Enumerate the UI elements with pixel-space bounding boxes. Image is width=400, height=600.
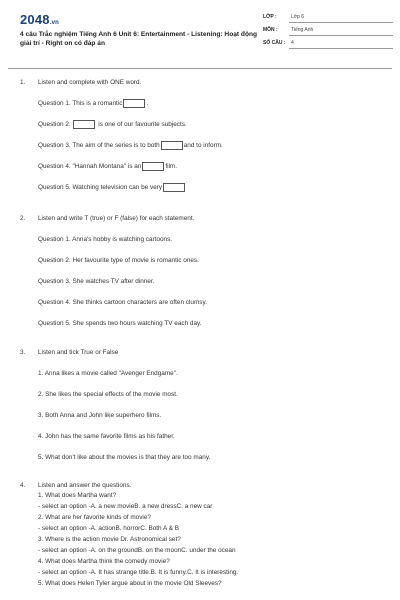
section-number: 4. — [20, 482, 26, 489]
site-logo[interactable] — [20, 12, 59, 27]
meta-underline — [289, 35, 393, 36]
question-text-end: and to inform. — [183, 142, 223, 150]
statement-item: 5. What don't like about the movies is that they are too many. — [38, 454, 211, 461]
statement-item: Question 3. She watches TV after dinner. — [38, 278, 155, 285]
question-line: 3. Where is the action movie Dr. Astronomical set? — [38, 536, 181, 543]
question-text: Question 3. The aim of the series is to both — [38, 142, 160, 150]
section-heading: Listen and complete with ONE word. — [38, 79, 142, 86]
statement-item: Question 2. Her favourite type of movie is romantic ones. — [38, 257, 199, 264]
statement-item: 3. Both Anna and John like superhero films. — [38, 412, 162, 419]
meta-class — [263, 14, 393, 24]
section-number: 3. — [20, 349, 26, 356]
question-text: Question 4. "Hannah Montana" is an — [38, 163, 142, 171]
question-2 — [38, 120, 187, 129]
section-number: 2. — [20, 215, 26, 222]
logo-text: 2048 — [20, 12, 50, 27]
document-title: 4 câu Trắc nghiệm Tiếng Anh 6 Unit 6: Entertainment - Listening: Hoạt động giải trí - Right on có đáp án — [20, 31, 258, 47]
question-5 — [38, 183, 186, 192]
section-heading: Listen and tick True or False — [38, 349, 119, 356]
question-line: 5. What does Helen Tyler argue about in the movie Old Sleeves? — [38, 580, 222, 587]
question-text: Question 1. This is a romantic — [38, 100, 123, 108]
question-3 — [38, 141, 223, 150]
answer-blank[interactable] — [73, 120, 95, 129]
meta-underline — [289, 48, 393, 49]
meta-key: SỐ CÂU : — [263, 40, 286, 46]
statement-item: 2. She likes the special effects of the movie most. — [38, 391, 178, 398]
question-line: 2. What are her favorite kinds of movie? — [38, 514, 151, 521]
meta-value: 4 — [291, 40, 294, 46]
answer-select-line[interactable]: - select an option -A. a new movieB. a new dressC. a new car — [38, 503, 213, 510]
statement-item: Question 5. She spends two hours watching TV each day. — [38, 320, 202, 327]
question-text-end: film. — [165, 163, 178, 171]
document-meta — [263, 14, 393, 53]
statement-item: Question 4. She thinks cartoon characters are often clumsy. — [38, 299, 207, 306]
section-heading: Listen and answer the questions. — [38, 482, 132, 489]
answer-blank[interactable] — [161, 141, 183, 150]
meta-key: LỚP : — [263, 14, 277, 20]
meta-question-count — [263, 40, 393, 50]
question-text-end: is one of our favourite subjects. — [98, 121, 187, 129]
statement-item: 1. Anna likes a movie called "Avenger Endgame". — [38, 370, 178, 377]
statement-item: Question 1. Anna's hobby is watching cartoons. — [38, 236, 173, 243]
question-text: Question 2. — [38, 121, 71, 129]
question-text-end: . — [146, 100, 149, 108]
header-divider — [8, 68, 392, 69]
answer-blank[interactable] — [163, 183, 185, 192]
question-text: Question 5. Watching television can be very — [38, 184, 163, 192]
section-heading: Listen and write T (true) or F (false) for each statement. — [38, 215, 195, 222]
answer-blank[interactable] — [123, 99, 145, 108]
question-4 — [38, 162, 177, 171]
meta-key: MÔN : — [263, 27, 278, 33]
answer-select-line[interactable]: - select an option -A. actionB. horrorC. Both A & B — [38, 525, 180, 532]
question-1 — [38, 99, 148, 108]
meta-value: Lớp 6 — [291, 14, 305, 20]
statement-item: 4. John has the same favorite films as his father. — [38, 433, 175, 440]
answer-select-line[interactable]: - select an option -A. It has strange title.B. It is funny.C. It is interesting. — [38, 569, 239, 576]
question-line: 4. What does Martha think the comedy movie? — [38, 558, 170, 565]
section-number: 1. — [20, 79, 26, 86]
logo-suffix: .vn — [49, 20, 60, 26]
document-header — [8, 4, 392, 66]
question-line: 1. What does Martha want? — [38, 492, 117, 499]
meta-subject — [263, 27, 393, 37]
meta-underline — [289, 22, 393, 23]
answer-blank[interactable] — [142, 162, 164, 171]
answer-select-line[interactable]: - select an option -A. on the groundB. on the moonC. under the ocean — [38, 547, 236, 554]
meta-value: Tiếng Anh — [291, 27, 314, 33]
